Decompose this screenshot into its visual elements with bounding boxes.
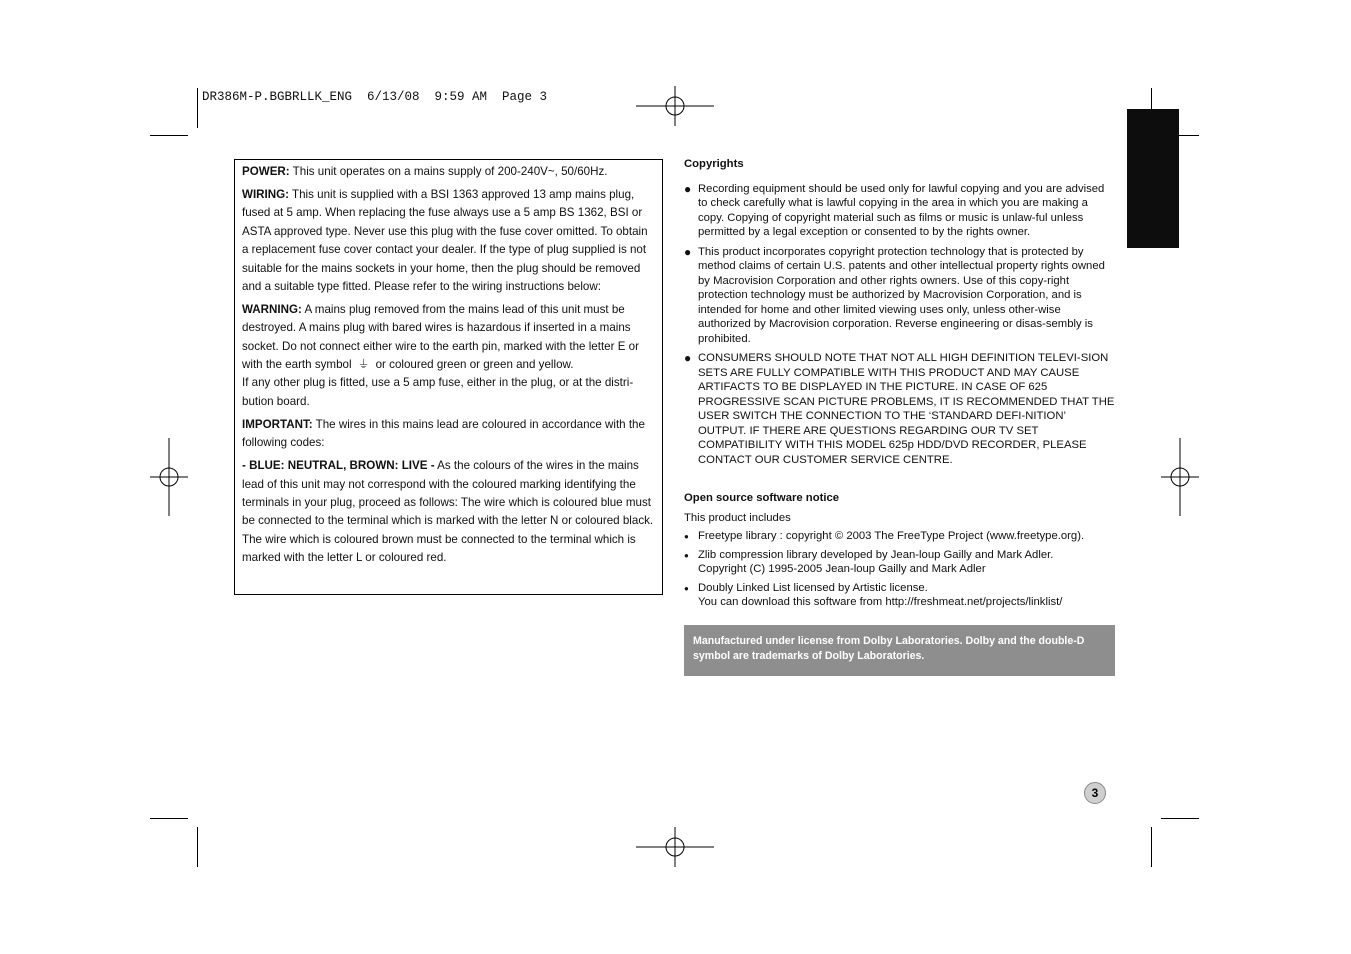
list-item (684, 182, 1116, 240)
power-paragraph (242, 163, 656, 181)
other-plug-paragraph: If any other plug is fitted, use a 5 amp fuse, either in the plug, or at the distri-bution board. (242, 376, 634, 408)
important-paragraph (242, 416, 656, 453)
list-item (684, 529, 1116, 544)
important-label: IMPORTANT: (242, 417, 313, 431)
earth-symbol-icon: ⏚ (357, 358, 370, 372)
list-item (684, 245, 1116, 347)
open-source-heading: Open source software notice (684, 492, 840, 504)
wiring-text: This unit is supplied with a BSI 1363 approved 13 amp mains plug, fused at 5 amp. When replacing the fuse always use a 5 amp BS 1362, BSI or ASTA approved type. Never use this plug with the fuse cover omitted. To obtain a replacement fuse cover contact your dealer. If the type of plug supplied is not suitable for the mains sockets in your home, then the plug should be removed and a suitable type fitted. Please refer to the wiring instructions below: (242, 187, 648, 293)
copyright-item-text: This product incorporates copyright protection technology that is protected by method claims of certain U.S. patents and other intellectual property rights owned by Macrovision Corporation and other rights owners. Use of this copy-right protection technology must be authorized by Macrovision Corporation, and is intended for home and other limited viewing uses only, unless other-wise authorized by Macrovision corporation. Reverse engineering or disas-sembly is prohibited. (698, 245, 1105, 345)
warning-paragraph (242, 301, 656, 375)
power-text: This unit operates on a mains supply of 200-240V~, 50/60Hz. (289, 165, 608, 178)
open-source-intro: This product includes (684, 511, 791, 524)
bullet-icon: ● (684, 244, 692, 259)
copyright-item-text: CONSUMERS SHOULD NOTE THAT NOT ALL HIGH DEFINITION TELEVI-SION SETS ARE FULLY COMPATIBLE WITH THIS PRODUCT AND MAY CAUSE ARTIFACTS TO BE DISPLAYED IN THE PICTURE. IN CASE OF 625 PROGRESSIVE SCAN PICTURE PROBLEMS, IT IS RECOMMENDED THAT THE USER SWITCH THE CONNECTION TO THE ‘STANDARD DEFI-NITION’ OUTPUT. IF THERE ARE QUESTIONS REGARDING OUR TV SET COMPATIBILITY WITH THIS MODEL 625p HDD/DVD RECORDER, PLEASE CONTACT OUR CUSTOMER SERVICE CENTRE. (698, 352, 1115, 466)
crop-mark (1151, 827, 1152, 867)
bullet-icon: ● (684, 550, 689, 560)
registration-mark-bottom (636, 827, 714, 867)
list-item (684, 548, 1116, 577)
crop-mark (150, 135, 188, 136)
section-tab (1127, 109, 1179, 248)
open-source-item-line: Freetype library : copyright © 2003 The FreeType Project (www.freetype.org). (698, 530, 1085, 542)
power-label: POWER: (242, 165, 290, 178)
open-source-item-line: Doubly Linked List licensed by Artistic license. (698, 581, 928, 594)
crop-mark (1161, 818, 1199, 819)
mains-safety-box (234, 159, 663, 595)
warning-text-end: or coloured green or green and yellow. (372, 358, 574, 372)
registration-mark-left (150, 438, 188, 516)
warning-label: WARNING: (242, 302, 302, 316)
bullet-icon: ● (684, 532, 689, 541)
wiring-label: WIRING: (242, 187, 290, 201)
wire-colours-paragraph (242, 457, 656, 567)
page-number: 3 (1084, 782, 1106, 804)
crop-mark (197, 827, 198, 867)
crop-mark (150, 818, 188, 819)
wire-colours-label: - BLUE: NEUTRAL, BROWN: LIVE - (242, 459, 435, 473)
list-item (684, 351, 1116, 467)
right-column (684, 157, 1116, 610)
open-source-item-line: Copyright (C) 1995-2005 Jean-loup Gailly and Mark Adler (698, 563, 986, 575)
print-slug: DR386M-P.BGBRLLK_ENG 6/13/08 9:59 AM Page 3 (202, 90, 548, 104)
dolby-notice: Manufactured under license from Dolby Laboratories. Dolby and the double-D symbol are trademarks of Dolby Laboratories. (684, 625, 1115, 676)
important-text: The wires in this mains lead are coloured in accordance with the following codes: (242, 417, 645, 450)
copyright-item-text: Recording equipment should be used only for lawful copying and you are advised to check carefully what is lawful copying in the area in which you are making a copy. Copying of copyright material such as films or music is unlaw-ful unless permitted by a legal exception or consented to by the rights owner. (698, 182, 1105, 238)
copyrights-heading: Copyrights (684, 158, 744, 170)
list-item (684, 581, 1116, 610)
bullet-icon: ● (684, 351, 692, 365)
bullet-icon: ● (684, 583, 689, 593)
wire-colours-text: As the colours of the wires in the mains lead of this unit may not correspond with the coloured marking identifying the terminals in your plug, proceed as follows: The wire which is coloured blue must be connected to the terminal which is marked with the letter N or coloured black. The wire which is coloured brown must be connected to the terminal which is marked with the letter L or coloured red. (242, 459, 654, 565)
bullet-icon: ● (684, 181, 692, 196)
open-source-item-line: Zlib compression library developed by Jean-loup Gailly and Mark Adler. (698, 548, 1054, 561)
registration-mark-top (636, 86, 714, 126)
open-source-item-line: You can download this software from http://freshmeat.net/projects/linklist/ (698, 596, 1063, 608)
warning-text: A mains plug removed from the mains lead of this unit must be destroyed. A mains plug with bared wires is hazardous if inserted in a mains socket. Do not connect either wire to the earth pin, marked with the letter E or with the earth symbol (242, 302, 639, 372)
crop-mark (197, 88, 198, 128)
wiring-paragraph (242, 186, 656, 296)
registration-mark-right (1161, 438, 1199, 516)
